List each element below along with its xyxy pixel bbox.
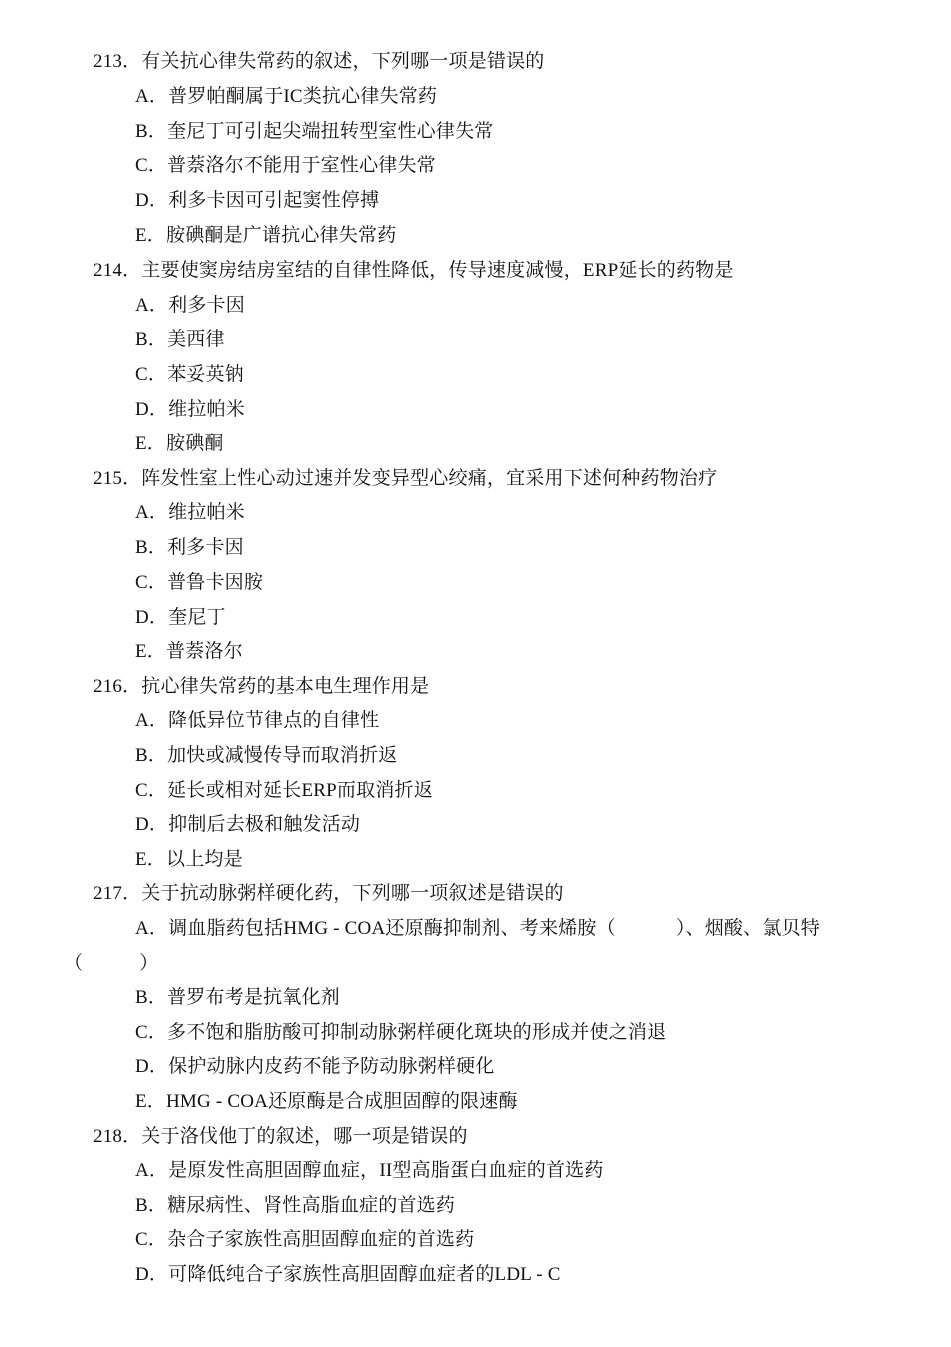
question-216-stem: 216．抗心律失常药的基本电生理作用是: [93, 676, 430, 697]
question-218-option-b: B．糖尿病性、肾性高脂血症的首选药: [135, 1195, 456, 1216]
question-217-option-a-part2: ）、烟酸、氯贝特: [675, 918, 820, 939]
question-215-option-b: B．利多卡因: [135, 537, 244, 558]
question-214-stem: 214．主要使窦房结房室结的自律性降低，传导速度减慢，ERP延长的药物是: [93, 260, 734, 281]
question-214-option-a: A．利多卡因: [135, 295, 245, 316]
question-213-option-c: C．普萘洛尔不能用于室性心律失常: [135, 155, 436, 176]
question-217-option-a-part1: A．调血脂药包括HMG - COA还原酶抑制剂、考来烯胺（: [135, 918, 616, 939]
question-217-option-e: E．HMG - COA还原酶是合成胆固醇的限速酶: [135, 1091, 518, 1112]
question-217-option-a-cont-open: （: [64, 953, 84, 974]
question-213-stem: 213．有关抗心律失常药的叙述，下列哪一项是错误的: [93, 51, 545, 72]
question-216-option-d: D．抑制后去极和触发活动: [135, 814, 361, 835]
question-217-option-a: [135, 917, 820, 941]
question-216-option-b: B．加快或减慢传导而取消折返: [135, 745, 398, 766]
question-217-option-d: D．保护动脉内皮药不能予防动脉粥样硬化: [135, 1056, 495, 1077]
question-217-option-b: B．普罗布考是抗氧化剂: [135, 987, 340, 1008]
question-215-option-c: C．普鲁卡因胺: [135, 572, 264, 593]
question-218-option-a: A．是原发性高胆固醇血症，II型高脂蛋白血症的首选药: [135, 1160, 604, 1181]
question-214-option-c: C．苯妥英钠: [135, 364, 244, 385]
question-217-option-a-continuation: [64, 952, 158, 976]
question-216-option-e: E．以上均是: [135, 849, 243, 870]
question-213-option-a: A．普罗帕酮属于IC类抗心律失常药: [135, 86, 438, 107]
question-216-option-a: A．降低异位节律点的自律性: [135, 710, 380, 731]
question-215-option-a: A．维拉帕米: [135, 502, 245, 523]
question-215-option-d: D．奎尼丁: [135, 607, 226, 628]
question-214-option-d: D．维拉帕米: [135, 399, 245, 420]
question-215-stem: 215．阵发性室上性心动过速并发变异型心绞痛，宜采用下述何种药物治疗: [93, 468, 718, 489]
question-218-option-d: D．可降低纯合子家族性高胆固醇血症者的LDL - C: [135, 1264, 561, 1285]
question-218-option-c: C．杂合子家族性高胆固醇血症的首选药: [135, 1229, 475, 1250]
question-217-option-c: C．多不饱和脂肪酸可抑制动脉粥样硬化斑块的形成并使之消退: [135, 1022, 667, 1043]
question-218-stem: 218．关于洛伐他丁的叙述，哪一项是错误的: [93, 1126, 468, 1147]
question-213-option-b: B．奎尼丁可引起尖端扭转型室性心律失常: [135, 121, 494, 142]
question-217-stem: 217．关于抗动脉粥样硬化药，下列哪一项叙述是错误的: [93, 883, 564, 904]
question-214-option-e: E．胺碘酮: [135, 433, 224, 454]
question-213-option-d: D．利多卡因可引起窦性停搏: [135, 190, 380, 211]
question-217-option-a-cont-close: ）: [139, 953, 159, 974]
question-216-option-c: C．延长或相对延长ERP而取消折返: [135, 780, 433, 801]
question-214-option-b: B．美西律: [135, 329, 225, 350]
question-213-option-e: E．胺碘酮是广谱抗心律失常药: [135, 225, 397, 246]
question-215-option-e: E．普萘洛尔: [135, 641, 243, 662]
